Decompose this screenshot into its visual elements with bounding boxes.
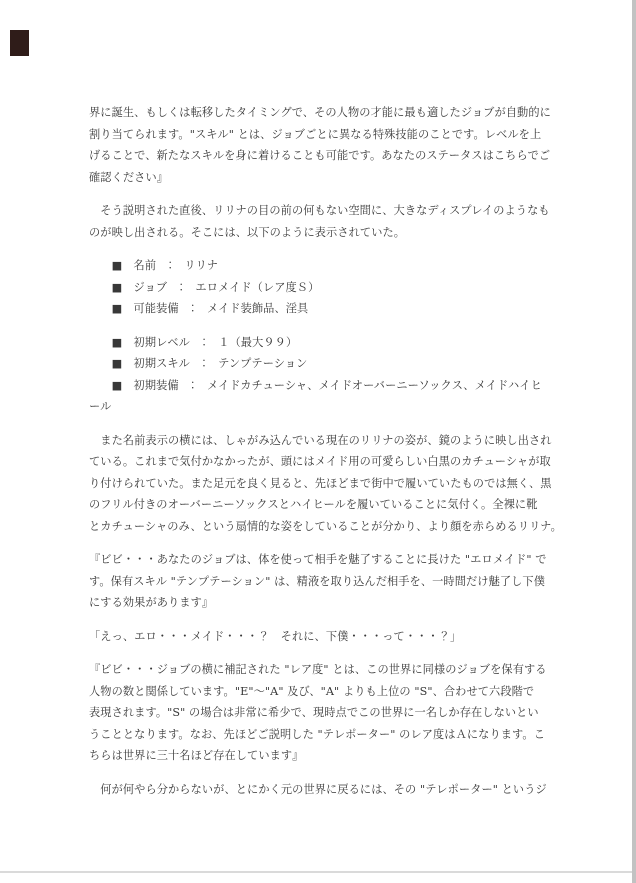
text-line: 『ビビ・・・あなたのジョブは、体を使って相手を魅了することに長けた "エロメイド" で — [89, 553, 547, 566]
page-bottom-rule — [0, 871, 636, 873]
page-right-edge — [632, 0, 636, 883]
dialogue-reaction — [89, 626, 551, 648]
text-line: ール — [89, 400, 112, 413]
paragraph-closing — [89, 779, 551, 801]
paragraph-system-voice-1 — [89, 549, 551, 614]
text-line: のフリル付きのオーバーニーソックスとハイヒールを履いていることに気付く。全裸に靴 — [89, 498, 538, 511]
text-line: ■ 初期装備 ： メイドカチューシャ、メイドオーバーニーソックス、メイドハイヒ — [89, 378, 542, 392]
text-line: そう説明された直後、リリナの目の前の何もない空間に、大きなディスプレイのようなも — [89, 204, 550, 217]
text-line: り付けられていた。また足元を良く見ると、先ほどまで街中で履いていたものでは無く、黒 — [89, 476, 552, 490]
text-line: また名前表示の横には、しゃがみ込んでいる現在のリリナの姿が、鏡のように映し出され — [89, 433, 552, 447]
status-list-initial — [89, 332, 551, 418]
text-line: ちらは世界に三十名ほど存在しています』 — [89, 749, 304, 762]
text-line: す。保有スキル "テンプテーション" は、精液を取り込んだ相手を、一時間だけ魅了し下僕 — [89, 574, 546, 588]
text-line: ■ ジョブ ： エロメイド（レア度Ｓ） — [89, 280, 320, 294]
status-list-basic — [89, 255, 551, 320]
text-line: ■ 初期スキル ： テンプテーション — [89, 357, 308, 370]
text-line: とカチューシャのみ、という扇情的な姿をしていることが分かり、より顔を赤らめるリリナ。 — [89, 519, 562, 533]
text-line: 割り当てられます。"スキル" とは、ジョブごとに異なる特殊技能のことです。レベルを上 — [89, 127, 542, 141]
paragraph-mirror-description — [89, 430, 562, 538]
text-line: ている。これまで気付かなかったが、頭にはメイド用の可愛らしい白黒のカチューシャが取 — [89, 455, 551, 468]
text-line: 何が何やら分からないが、とにかく元の世界に戻るには、その "テレポーター" というジ — [89, 782, 547, 796]
page-text-content — [89, 102, 562, 812]
text-line: 『ビビ・・・ジョブの横に補記された "レア度" とは、この世界に同様のジョブを保有する — [89, 663, 547, 676]
text-line: 表現されます。"S" の場合は非常に希少で、現時点でこの世界に一名しか存在しないとい — [89, 706, 539, 719]
paragraph-job-explanation — [89, 102, 551, 188]
text-line: うこととなります。なお、先ほどご説明した "テレポーター" のレア度はＡになります。こ — [89, 727, 546, 741]
text-line: にする効果があります』 — [89, 596, 214, 609]
corner-marker — [10, 30, 29, 56]
text-line: のが映し出される。そこには、以下のように表示されていた。 — [89, 225, 406, 239]
text-line: 「えっ、エロ・・・メイド・・・？ それに、下僕・・・って・・・？」 — [89, 629, 462, 643]
text-line: 界に誕生、もしくは転移したタイミングで、その人物の才能に最も適したジョブが自動的に — [89, 106, 551, 119]
text-line: 確認ください』 — [89, 170, 169, 184]
paragraph-display-appears — [89, 200, 551, 243]
text-line: 人物の数と関係しています。"E"〜"A" 及び、"A" よりも上位の "S"、合わせて六段階で — [89, 684, 535, 698]
paragraph-system-voice-2 — [89, 659, 551, 767]
text-line: ■ 可能装備 ： メイド装飾品、淫具 — [89, 302, 309, 315]
text-line: ■ 名前 ： リリナ — [89, 259, 219, 272]
text-line: ■ 初期レベル ： １（最大９９） — [89, 335, 298, 349]
text-line: げることで、新たなスキルを身に着けることも可能です。あなたのステータスはこちらでご — [89, 149, 551, 162]
